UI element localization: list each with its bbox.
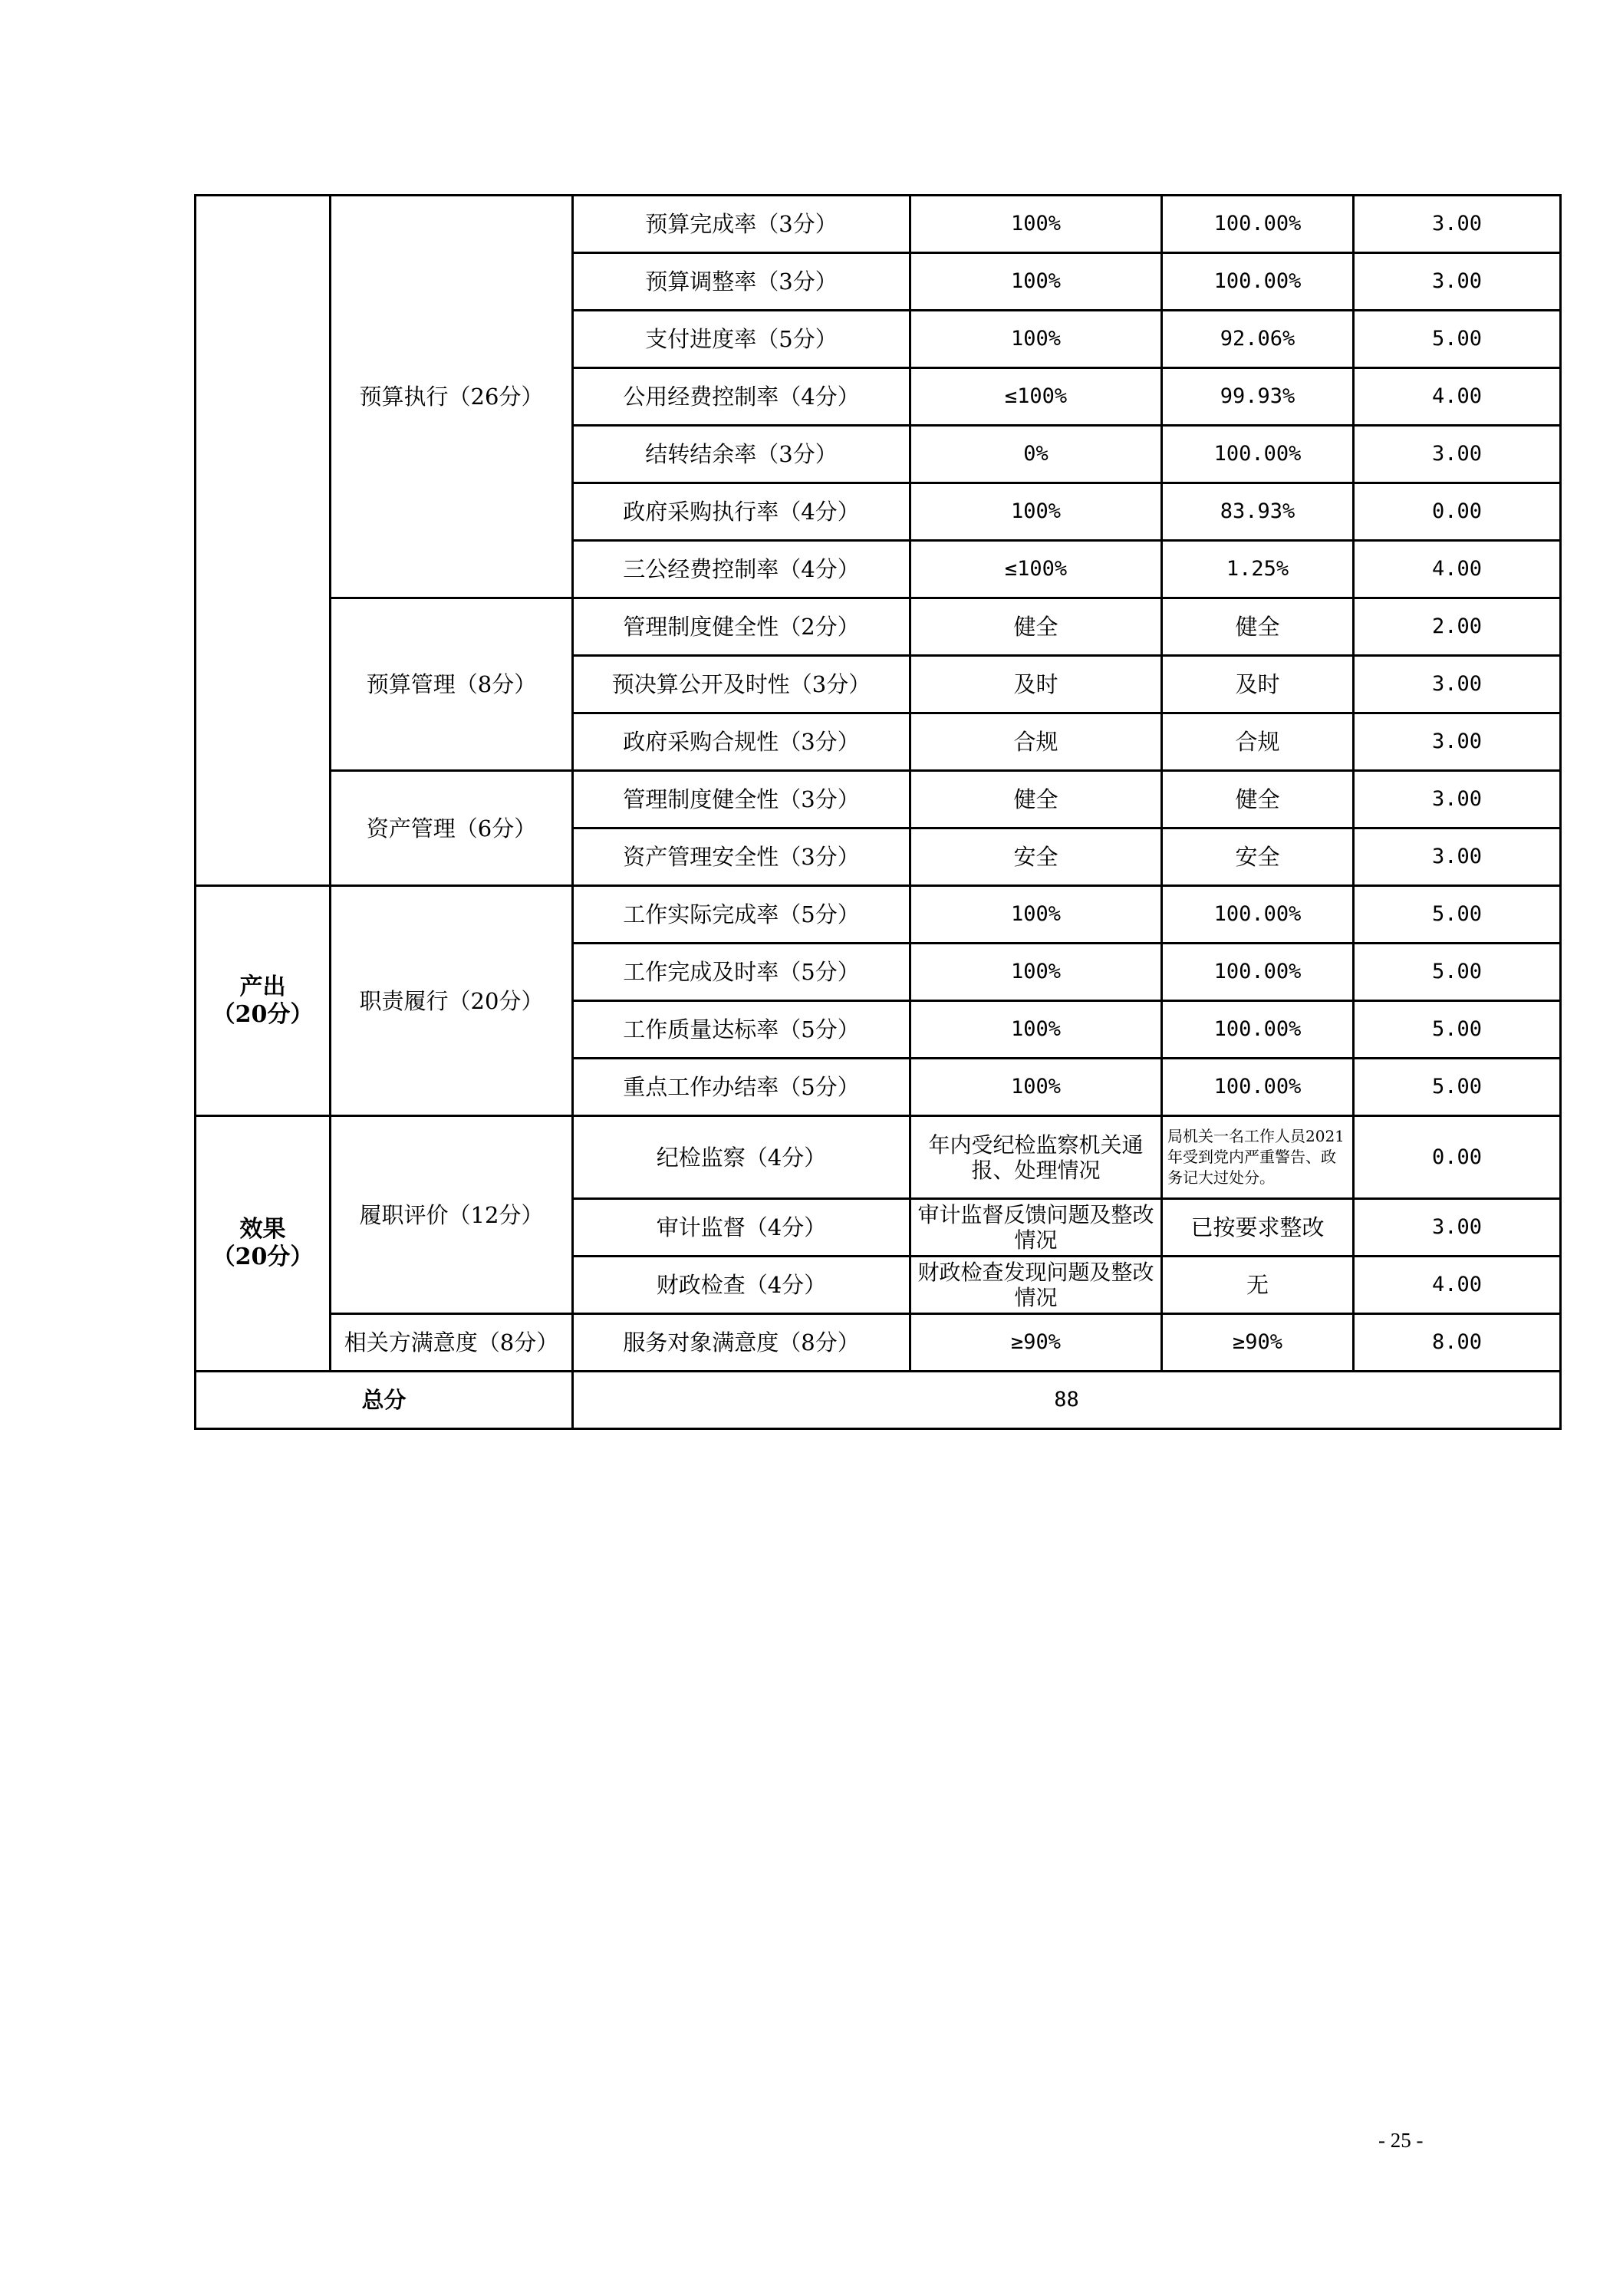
- score-cell: 3.00: [1354, 656, 1561, 713]
- score-cell: 3.00: [1354, 196, 1561, 253]
- category-cell-output: [196, 886, 331, 1116]
- table-row: [196, 1116, 1561, 1199]
- score-cell: 5.00: [1354, 944, 1561, 1001]
- indicator-cell: 审计监督（4分）: [573, 1199, 910, 1257]
- category-name: 产出: [239, 973, 286, 1000]
- score-cell: 3.00: [1354, 426, 1561, 483]
- actual-cell: 100.00%: [1162, 196, 1354, 253]
- indicator-cell: 工作实际完成率（5分）: [573, 886, 910, 944]
- actual-cell: 100.00%: [1162, 1059, 1354, 1116]
- target-cell: 100%: [910, 253, 1162, 311]
- total-label: 总分: [196, 1372, 573, 1429]
- actual-cell: 局机关一名工作人员2021年受到党内严重警告、政务记大过处分。: [1162, 1116, 1354, 1199]
- score-cell: 5.00: [1354, 886, 1561, 944]
- indicator-cell: 资产管理安全性（3分）: [573, 828, 910, 886]
- indicator-cell: 财政检查（4分）: [573, 1257, 910, 1314]
- indicator-cell: 工作质量达标率（5分）: [573, 1001, 910, 1059]
- target-cell: 健全: [910, 771, 1162, 828]
- actual-cell: 安全: [1162, 828, 1354, 886]
- indicator-cell: 服务对象满意度（8分）: [573, 1314, 910, 1372]
- table-row: [196, 196, 1561, 253]
- target-cell: ≤100%: [910, 368, 1162, 426]
- table-row: [196, 1314, 1561, 1372]
- actual-cell: 100.00%: [1162, 886, 1354, 944]
- target-cell: 100%: [910, 1001, 1162, 1059]
- target-cell: 100%: [910, 196, 1162, 253]
- subcategory-cell: 预算管理（8分）: [331, 598, 573, 771]
- subcategory-cell: 相关方满意度（8分）: [331, 1314, 573, 1372]
- indicator-cell: 公用经费控制率（4分）: [573, 368, 910, 426]
- target-cell: 健全: [910, 598, 1162, 656]
- score-cell: 3.00: [1354, 771, 1561, 828]
- score-cell: 4.00: [1354, 368, 1561, 426]
- total-value: 88: [573, 1372, 1561, 1429]
- target-cell: 100%: [910, 483, 1162, 541]
- score-cell: 5.00: [1354, 1001, 1561, 1059]
- indicator-cell: 支付进度率（5分）: [573, 311, 910, 368]
- score-cell: 3.00: [1354, 713, 1561, 771]
- score-cell: 3.00: [1354, 828, 1561, 886]
- score-cell: 4.00: [1354, 541, 1561, 598]
- performance-evaluation-table: [194, 194, 1562, 1430]
- category-points: （20分）: [212, 1000, 314, 1028]
- actual-cell: 及时: [1162, 656, 1354, 713]
- target-cell: 审计监督反馈问题及整改情况: [910, 1199, 1162, 1257]
- table-row: [196, 771, 1561, 828]
- indicator-cell: 管理制度健全性（2分）: [573, 598, 910, 656]
- score-cell: 4.00: [1354, 1257, 1561, 1314]
- subcategory-cell: 预算执行（26分）: [331, 196, 573, 598]
- target-cell: 年内受纪检监察机关通报、处理情况: [910, 1116, 1162, 1199]
- indicator-cell: 结转结余率（3分）: [573, 426, 910, 483]
- actual-cell: 99.93%: [1162, 368, 1354, 426]
- actual-cell: 92.06%: [1162, 311, 1354, 368]
- target-cell: 100%: [910, 1059, 1162, 1116]
- score-cell: 3.00: [1354, 253, 1561, 311]
- indicator-cell: 政府采购执行率（4分）: [573, 483, 910, 541]
- score-cell: 2.00: [1354, 598, 1561, 656]
- target-cell: 0%: [910, 426, 1162, 483]
- subcategory-cell: 职责履行（20分）: [331, 886, 573, 1116]
- score-cell: 5.00: [1354, 1059, 1561, 1116]
- target-cell: 安全: [910, 828, 1162, 886]
- score-cell: 8.00: [1354, 1314, 1561, 1372]
- actual-cell: 83.93%: [1162, 483, 1354, 541]
- subcategory-cell: 资产管理（6分）: [331, 771, 573, 886]
- indicator-cell: 三公经费控制率（4分）: [573, 541, 910, 598]
- category-cell-effect: [196, 1116, 331, 1372]
- actual-cell: 健全: [1162, 771, 1354, 828]
- score-cell: 0.00: [1354, 1116, 1561, 1199]
- indicator-cell: 管理制度健全性（3分）: [573, 771, 910, 828]
- target-cell: ≥90%: [910, 1314, 1162, 1372]
- actual-cell: 合规: [1162, 713, 1354, 771]
- total-row: [196, 1372, 1561, 1429]
- indicator-cell: 政府采购合规性（3分）: [573, 713, 910, 771]
- target-cell: 100%: [910, 886, 1162, 944]
- indicator-cell: 工作完成及时率（5分）: [573, 944, 910, 1001]
- target-cell: 及时: [910, 656, 1162, 713]
- indicator-cell: 预决算公开及时性（3分）: [573, 656, 910, 713]
- indicator-cell: 预算调整率（3分）: [573, 253, 910, 311]
- indicator-cell: 预算完成率（3分）: [573, 196, 910, 253]
- category-name: 效果: [239, 1216, 286, 1243]
- score-cell: 3.00: [1354, 1199, 1561, 1257]
- table-row: [196, 886, 1561, 944]
- target-cell: 合规: [910, 713, 1162, 771]
- actual-cell: 100.00%: [1162, 1001, 1354, 1059]
- actual-cell: 100.00%: [1162, 944, 1354, 1001]
- subcategory-cell: 履职评价（12分）: [331, 1116, 573, 1314]
- actual-cell: 1.25%: [1162, 541, 1354, 598]
- target-cell: ≤100%: [910, 541, 1162, 598]
- actual-cell: 100.00%: [1162, 426, 1354, 483]
- indicator-cell: 纪检监察（4分）: [573, 1116, 910, 1199]
- category-cell-empty: [196, 196, 331, 886]
- page-number: - 25 -: [1378, 2129, 1424, 2152]
- actual-cell: 100.00%: [1162, 253, 1354, 311]
- score-cell: 5.00: [1354, 311, 1561, 368]
- score-cell: 0.00: [1354, 483, 1561, 541]
- actual-cell: 无: [1162, 1257, 1354, 1314]
- indicator-cell: 重点工作办结率（5分）: [573, 1059, 910, 1116]
- actual-cell: 健全: [1162, 598, 1354, 656]
- actual-cell: 已按要求整改: [1162, 1199, 1354, 1257]
- target-cell: 100%: [910, 311, 1162, 368]
- table-row: [196, 598, 1561, 656]
- target-cell: 财政检查发现问题及整改情况: [910, 1257, 1162, 1314]
- category-points: （20分）: [212, 1244, 314, 1270]
- actual-cell: ≥90%: [1162, 1314, 1354, 1372]
- target-cell: 100%: [910, 944, 1162, 1001]
